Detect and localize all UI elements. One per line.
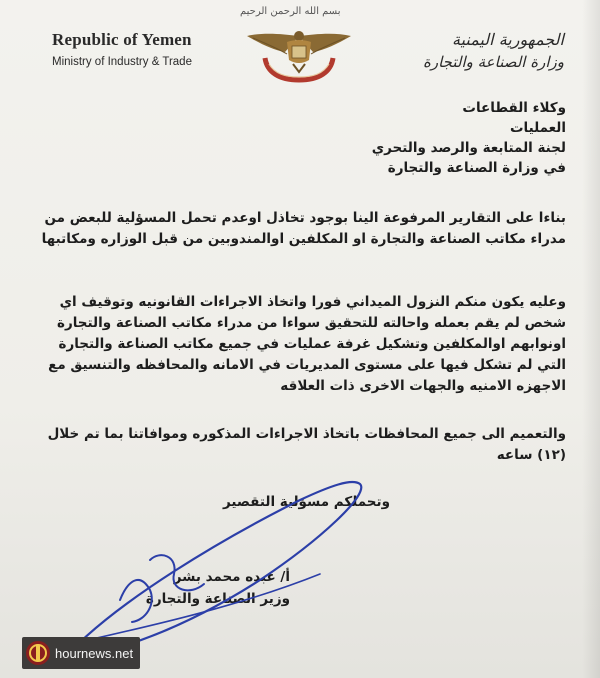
addressee-block [26,98,566,178]
watermark-badge [22,637,140,669]
news-logo-icon [25,640,51,666]
page-edge-shadow [582,0,600,678]
watermark-text: hournews.net [55,645,134,661]
addressee-line: لجنة المتابعة والرصد والتحري [371,140,566,156]
closing-line: وتحملكم مسؤلية التقصير [222,494,390,510]
signatory-block [146,566,290,610]
arabic-subtitle: وزارة الصناعة والتجارة [423,53,564,71]
paragraph-instructions: وعليه يكون منكم النزول الميداني فورا واتخاذ الاجراءات القانونيه وتوقيف اي شخص لم يقم بعمله واحالته للتحقيق سواءا من مدراء مكاتب الصناعة والتجارة اونوابهم اوالمكلفين وتشكيل غرفة عمليات في جميع مكاتب الصناعة والتجارة التي لم تشكل فيها على مستوى المديريات في الامانه والمحافظه والتنسيق مع الاجهزه الامنيه والجهات الاخرى ذات العلاقه [48,294,566,394]
addressee-line: العمليات [509,120,566,136]
addressee-line: وكلاء القطاعات [462,100,566,116]
english-letterhead [52,30,192,68]
arabic-letterhead [423,30,564,71]
basmala-text: بسم الله الرحمن الرحيم [240,6,341,17]
english-subtitle: Ministry of Industry & Trade [52,56,192,68]
addressee-line: في وزارة الصناعة والتجارة [387,160,566,176]
signatory-name: أ/ عبده محمد بشر [173,569,290,585]
arabic-title: الجمهورية اليمنية [451,30,564,49]
paragraph-reports: بناءا على التقارير المرفوعة الينا بوجود تخاذل اوعدم تحمل المسؤلية للبعض من مدراء مكاتب الصناعة والتجارة او المكلفين اوالمندوبين من قبل الوزاره ومكاتبها [41,210,566,247]
yemen-eagle-emblem [243,26,355,84]
signatory-title: وزير الصناعة والتجارة [145,591,290,607]
paragraph-circular: والتعميم الى جميع المحافظات باتخاذ الاجراءات المذكوره وموافاتنا بما تم خلال (١٢) ساعه [47,426,566,463]
english-title: Republic of Yemen [52,30,192,49]
